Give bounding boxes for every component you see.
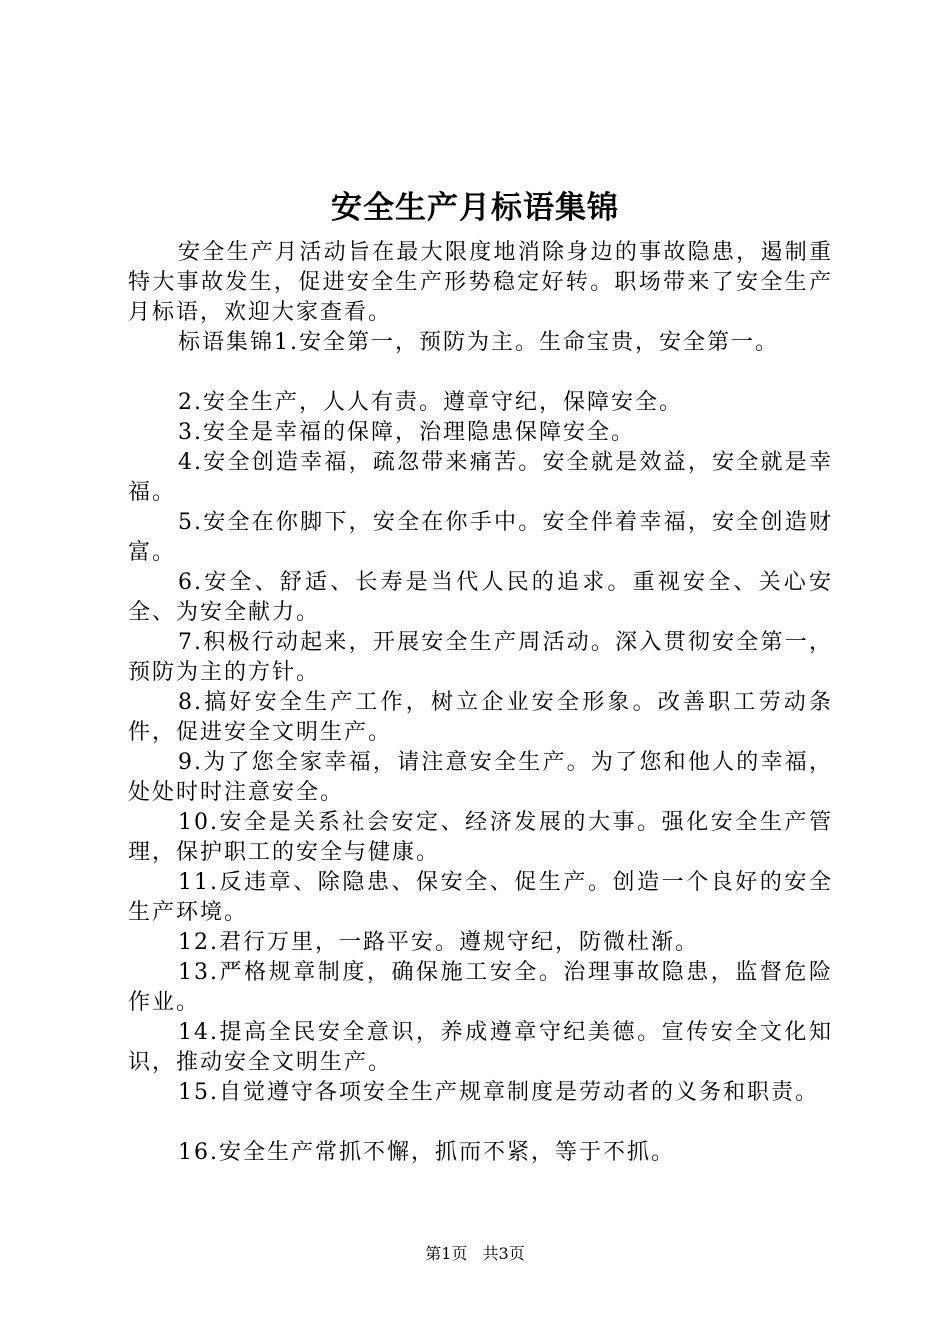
slogan-item: 7.积极行动起来，开展安全生产周活动。深入贯彻安全第一，预防为主的方针。 xyxy=(128,630,833,685)
slogan-item: 14.提高全民安全意识，养成遵章守纪美德。宣传安全文化知识，推动安全文明生产。 xyxy=(128,1020,833,1075)
slogan-item: 13.严格规章制度，确保施工安全。治理事故隐患，监督危险作业。 xyxy=(128,960,833,1015)
slogan-item: 11.反违章、除隐患、保安全、促生产。创造一个良好的安全生产环境。 xyxy=(128,870,833,925)
slogan-item: 12.君行万里，一路平安。遵规守纪，防微杜渐。 xyxy=(178,930,699,955)
slogan-item: 标语集锦1.安全第一，预防为主。生命宝贵，安全第一。 xyxy=(178,330,779,355)
document-title: 安全生产月标语集锦 xyxy=(331,190,619,226)
page-number-current: 第1页 xyxy=(425,1244,468,1263)
slogan-item: 16.安全生产常抓不懈，抓而不紧，等于不抓。 xyxy=(178,1140,675,1165)
slogan-item: 10.安全是关系社会安定、经济发展的大事。强化安全生产管理，保护职工的安全与健康。 xyxy=(128,810,833,865)
slogan-item: 8.搞好安全生产工作，树立企业安全形象。改善职工劳动条件，促进安全文明生产。 xyxy=(128,690,833,745)
page-number-total: 共3页 xyxy=(482,1244,525,1263)
slogan-item: 9.为了您全家幸福，请注意安全生产。为了您和他人的幸福，处处时时注意安全。 xyxy=(128,750,833,805)
page-footer xyxy=(0,1243,950,1265)
slogan-item: 4.安全创造幸福，疏忽带来痛苦。安全就是效益，安全就是幸福。 xyxy=(128,450,833,505)
intro-paragraph: 安全生产月活动旨在最大限度地消除身边的事故隐患，遏制重特大事故发生，促进安全生产形势稳定好转。职场带来了安全生产月标语，欢迎大家查看。 xyxy=(128,240,833,325)
slogan-item: 15.自觉遵守各项安全生产规章制度是劳动者的义务和职责。 xyxy=(178,1080,819,1105)
document-body xyxy=(128,238,833,1168)
slogan-item: 6.安全、舒适、长寿是当代人民的追求。重视安全、关心安全、为安全献力。 xyxy=(128,570,833,625)
slogan-item: 2.安全生产，人人有责。遵章守纪，保障安全。 xyxy=(178,390,683,415)
slogan-item: 3.安全是幸福的保障，治理隐患保障安全。 xyxy=(178,420,635,445)
slogan-item: 5.安全在你脚下，安全在你手中。安全伴着幸福，安全创造财富。 xyxy=(128,510,833,565)
